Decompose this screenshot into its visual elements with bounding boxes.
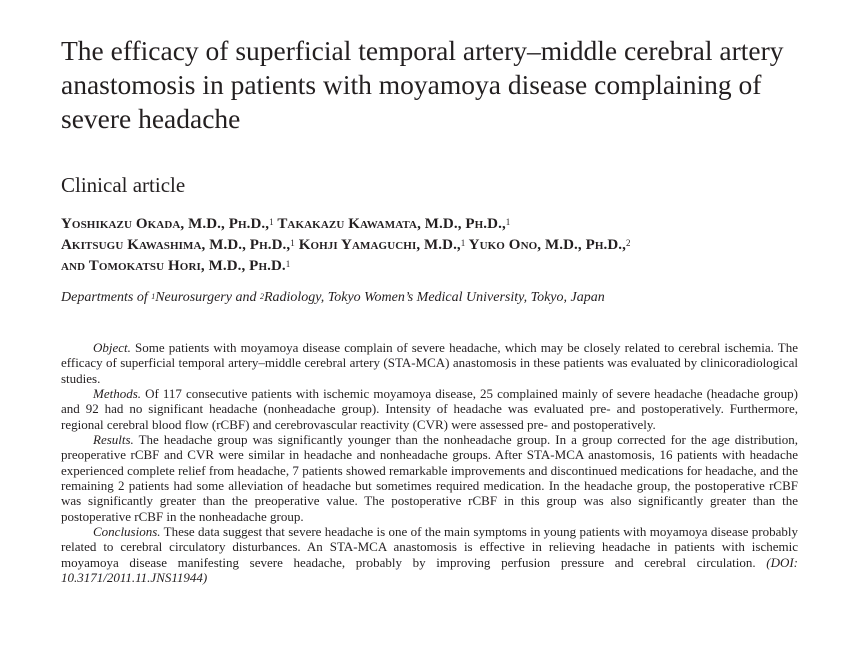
affiliation-department: Neurosurgery and [155, 290, 260, 305]
affiliation-marker: 2 [625, 238, 631, 248]
doi-reference: (DOI: 10.3171/2011.11.JNS11944) [61, 554, 798, 586]
author-name: Takakazu Kawamata, M.D., Ph.D., [277, 216, 506, 232]
author-name: Kohji Yamaguchi, M.D., [298, 237, 461, 253]
abstract-methods [61, 386, 798, 432]
section-text: The headache group was significantly younger than the nonheadache group. In a group corrected for the age distribution, preoperative rCBF and CVR were similar in headache and nonheadache groups. After STA-MCA anastomosis, 16 patients with headache experienced complete relief from headache, 7 patients showed remarkable improvements and discontinued medications for headache, and the remaining 2 patients had some alleviation of headache but sometimes required medication. In the headache group, the postoperative rCBF was significantly greater than the preoperative value. The postoperative rCBF in this group was also significantly greater than the postoperative rCBF in the nonheadache group. [61, 432, 798, 524]
affiliation-marker: 2 [259, 292, 264, 301]
abstract-object [61, 340, 798, 386]
section-text: Of 117 consecutive patients with ischemic moyamoya disease, 25 complained mainly of severe headache (headache group) and 92 had no significant headache (nonheadache group). Intensity of headache was evaluated pre- and postoperatively. Furthermore, regional cerebral blood flow (rCBF) and cerebrovascular reactivity (CVR) were assessed pre- and postoperatively. [61, 386, 798, 432]
author-name: Akitsugu Kawashima, M.D., Ph.D., [61, 237, 291, 253]
author-line-2 [61, 235, 821, 256]
section-label: Object. [93, 340, 131, 355]
author-line-1 [61, 214, 821, 235]
affiliation-line [61, 288, 605, 308]
author-name: Yuko Ono, M.D., Ph.D., [468, 237, 626, 253]
abstract-results [61, 432, 798, 524]
section-label: Conclusions. [93, 524, 161, 540]
article-title: The efficacy of superficial temporal artery–middle cerebral artery anastomosis in patients with moyamoya disease complaining of severe headache [61, 35, 784, 134]
author-line-3 [61, 256, 821, 277]
affiliation-marker: 1 [505, 217, 511, 227]
affiliation-marker: 1 [290, 238, 295, 248]
author-list [61, 214, 821, 277]
affiliation-marker: 1 [151, 292, 156, 301]
article-type: Clinical article [61, 173, 186, 197]
affiliation-marker: 1 [285, 259, 291, 269]
affiliation-marker: 1 [460, 238, 466, 248]
affiliation-marker: 1 [269, 217, 274, 227]
abstract [61, 340, 798, 586]
affiliation-department: Radiology, Tokyo Women’s Medical University, Tokyo, Japan [263, 290, 605, 305]
affiliation-prefix: Departments of [61, 290, 152, 305]
section-text: These data suggest that severe headache is one of the main symptoms in young patients with moyamoya disease probably related to cerebral circulatory disturbances. An STA-MCA anastomosis is effective in relieving headache in patients with ischemic moyamoya disease manifesting severe headache, probably by improving perfusion pressure and cerebral circulation. [61, 524, 798, 570]
section-text: Some patients with moyamoya disease complain of severe headache, which may be closely related to cerebral ischemia. The efficacy of superficial temporal artery–middle cerebral artery (STA-MCA) anastomosis in these patients was evaluated by clinicoradiological studies. [61, 340, 798, 386]
section-label: Methods. [93, 386, 142, 402]
author-name: and Tomokatsu Hori, M.D., Ph.D. [61, 258, 286, 274]
author-name: Yoshikazu Okada, M.D., Ph.D., [61, 216, 270, 232]
section-label: Results. [93, 432, 134, 448]
abstract-conclusions [61, 524, 798, 585]
